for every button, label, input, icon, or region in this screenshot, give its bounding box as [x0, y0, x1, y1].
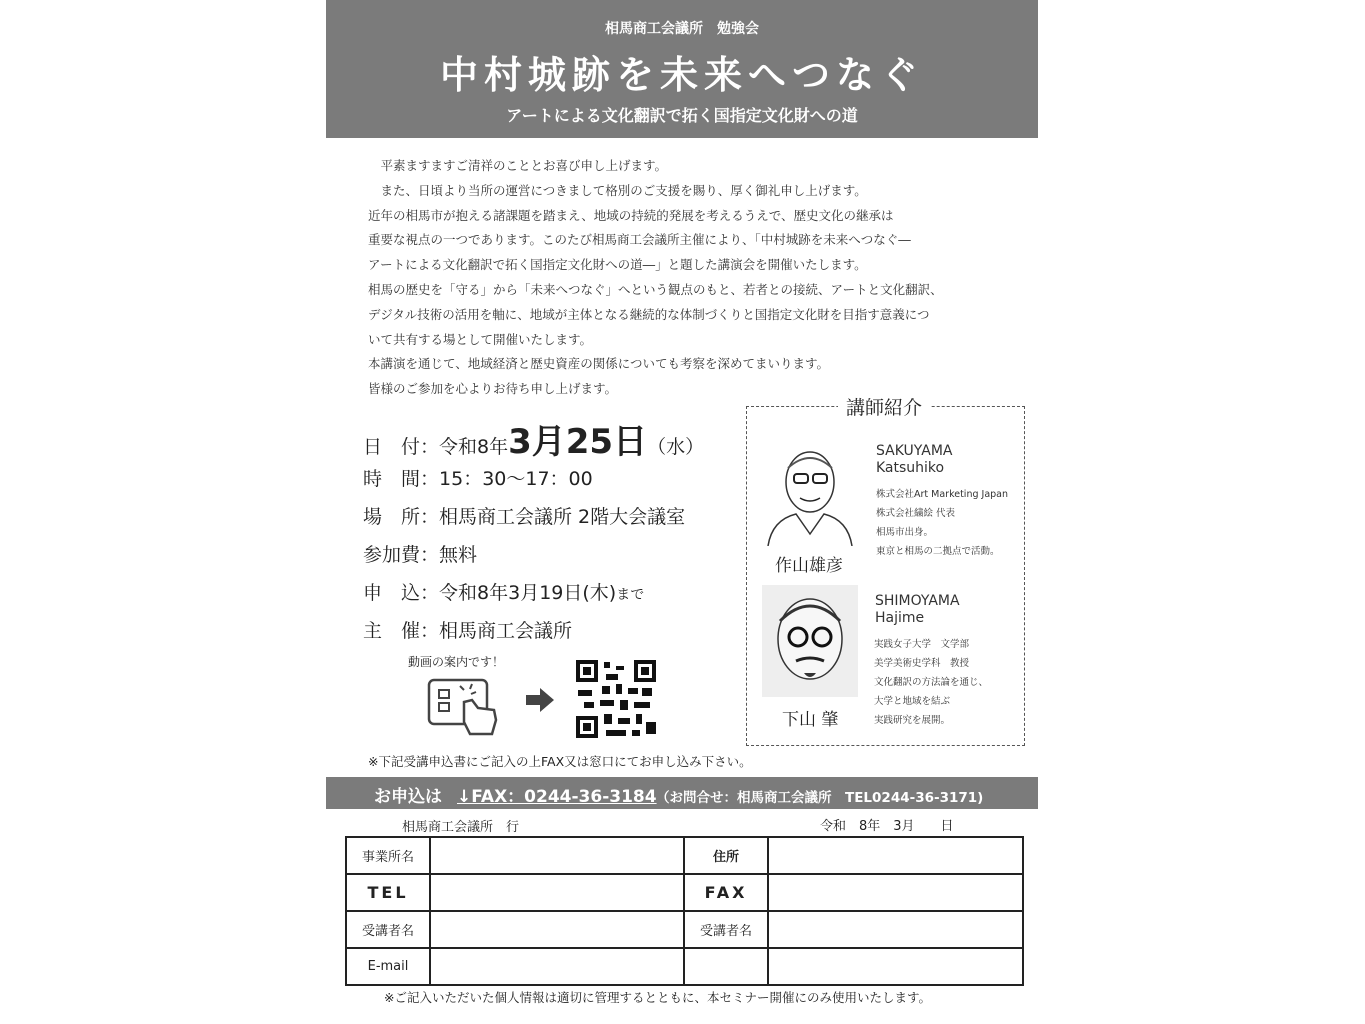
fee-value: 無料: [439, 544, 478, 566]
fax-field[interactable]: [768, 874, 1023, 911]
page-title: 中村城跡を未来へつなぐ: [439, 53, 924, 97]
intro-line: 重要な視点の一つであります。このたび相馬商工会議所主催により、「中村城跡を未来へつなぐ―: [368, 232, 911, 248]
form-instructions: ※下記受講申込書にご記入の上FAX又は窓口にてお申し込み下さい。: [368, 754, 752, 769]
fee-label: 参加費：: [363, 544, 440, 566]
speaker-name-en: [876, 443, 952, 477]
table-row: [346, 948, 1023, 985]
apply-deadline: 令和8年3月19日(木): [439, 582, 617, 604]
speaker-portrait-sakuyama: [762, 438, 858, 546]
speaker-portrait-shimoyama: [762, 585, 858, 697]
intro-line: デジタル技術の活用を軸に、地域が主体となる継続的な体制づくりと国指定文化財を目指す意義につ: [368, 306, 930, 322]
privacy-note: ※ご記入いただいた個人情報は適切に管理するとともに、本セミナー開催にのみ使用いたします。: [384, 990, 931, 1005]
label-address: 住所: [684, 837, 768, 874]
desc-line: 文化翻訳の方法論を通じ、: [874, 677, 989, 688]
apply-label: 申 込：: [363, 582, 440, 604]
attendee-1-field[interactable]: [430, 911, 684, 948]
contact-info: （お問合せ：相馬商工会議所 TEL0244-36-3171): [656, 790, 984, 806]
intro-line: いて共有する場として開催いたします。: [368, 331, 593, 347]
apply-suffix: まで: [616, 587, 645, 603]
intro-line: また、日頃より当所の運営につきまして格別のご支援を賜り、厚く御礼申し上げます。: [368, 182, 867, 198]
application-form-table: [345, 836, 1024, 986]
speaker-name-jp: 作山雄彦: [775, 556, 843, 576]
time-label: 時 間：: [363, 468, 440, 490]
desc-line: 大学と地域を結ぶ: [874, 696, 951, 707]
speaker-heading: 講師紹介: [838, 393, 930, 420]
place-value: 相馬商工会議所 2階大会議室: [439, 506, 686, 528]
fax-bar: [326, 777, 1038, 809]
address-field[interactable]: [768, 837, 1023, 874]
organizer-line: 相馬商工会議所 勉強会: [605, 21, 759, 37]
desc-line: 株式会社繍絵 代表: [876, 508, 956, 519]
intro-line: 本講演を通じて、地域経済と歴史資産の関係についても考察を深めてまいります。: [368, 356, 830, 372]
host-value: 相馬商工会議所: [439, 620, 573, 642]
apply-row: [363, 578, 644, 605]
speaker-given-name: Hajime: [875, 610, 925, 626]
addressee: 相馬商工会議所 行: [402, 820, 520, 835]
fax-number: ↓FAX：0244-36-3184: [457, 787, 657, 807]
speaker-surname: SHIMOYAMA: [875, 593, 960, 609]
speaker-description: [874, 635, 988, 730]
empty-cell: [684, 948, 768, 985]
desc-line: 株式会社Art Marketing Japan: [876, 489, 1009, 500]
intro-line: 皆様のご参加を心よりお待ち申し上げます。: [368, 381, 618, 397]
empty-cell: [768, 948, 1023, 985]
table-row: [346, 874, 1023, 911]
page-subtitle: アートによる文化翻訳で拓く国指定文化財への道: [506, 106, 858, 125]
host-label: 主 催：: [363, 620, 440, 642]
place-label: 場 所：: [363, 506, 440, 528]
intro-line: 平素ますますご清祥のこととお喜び申し上げます。: [368, 158, 668, 173]
speaker-surname: SAKUYAMA: [876, 443, 953, 459]
label-email: E-mail: [346, 948, 430, 985]
apply-prefix: お申込は: [374, 787, 442, 807]
header-banner: [326, 0, 1038, 138]
label-company: 事業所名: [346, 837, 430, 874]
video-note: 動画の案内です！: [408, 655, 505, 669]
desc-line: 実践研究を展開。: [874, 715, 951, 726]
table-row: [346, 837, 1023, 874]
tablet-tap-icon: [426, 676, 502, 738]
company-field[interactable]: [430, 837, 684, 874]
intro-text: [368, 154, 1018, 402]
intro-line: 相馬の歴史を「守る」から「未来へつなぐ」へという観点のもと、若者との接続、アートと文化翻訳、: [368, 281, 943, 297]
time-row: [363, 464, 593, 491]
place-row: [363, 502, 685, 529]
email-field[interactable]: [430, 948, 684, 985]
qr-code[interactable]: [576, 660, 656, 738]
desc-line: 相馬市出身。: [876, 527, 934, 538]
arrow-right-icon: [524, 686, 556, 714]
form-date: 令和 8年 3月 日: [820, 819, 954, 834]
speaker-name-en: [875, 593, 960, 627]
speaker-description: [876, 485, 1008, 561]
tel-field[interactable]: [430, 874, 684, 911]
intro-line: 近年の相馬市が抱える諸課題を踏まえ、地域の持続的発展を考えるうえで、歴史文化の継承は: [368, 207, 894, 223]
fee-row: [363, 540, 477, 567]
speaker-given-name: Katsuhiko: [876, 460, 945, 476]
intro-line: アートによる文化翻訳で拓く国指定文化財への道―」と題した講演会を開催いたします。: [368, 257, 867, 273]
time-value: 15：30〜17：00: [439, 468, 593, 490]
desc-line: 実践女子大学 文学部: [874, 639, 970, 650]
desc-line: 美学美術史学科 教授: [874, 658, 970, 669]
host-row: [363, 616, 572, 643]
date-year: 令和8年: [439, 436, 509, 458]
desc-line: 東京と相馬の二拠点で活動。: [876, 546, 1000, 557]
label-tel: TEL: [346, 874, 430, 911]
date-weekday: （水）: [647, 436, 705, 458]
label-fax: FAX: [684, 874, 768, 911]
speaker-name-jp: 下山 肇: [782, 710, 839, 730]
date-row: [363, 414, 704, 463]
table-row: [346, 911, 1023, 948]
label-attendee-1: 受講者名: [346, 911, 430, 948]
attendee-2-field[interactable]: [768, 911, 1023, 948]
label-attendee-2: 受講者名: [684, 911, 768, 948]
date-label: 日 付：: [363, 436, 440, 458]
date-value: 3月25日: [508, 422, 648, 462]
